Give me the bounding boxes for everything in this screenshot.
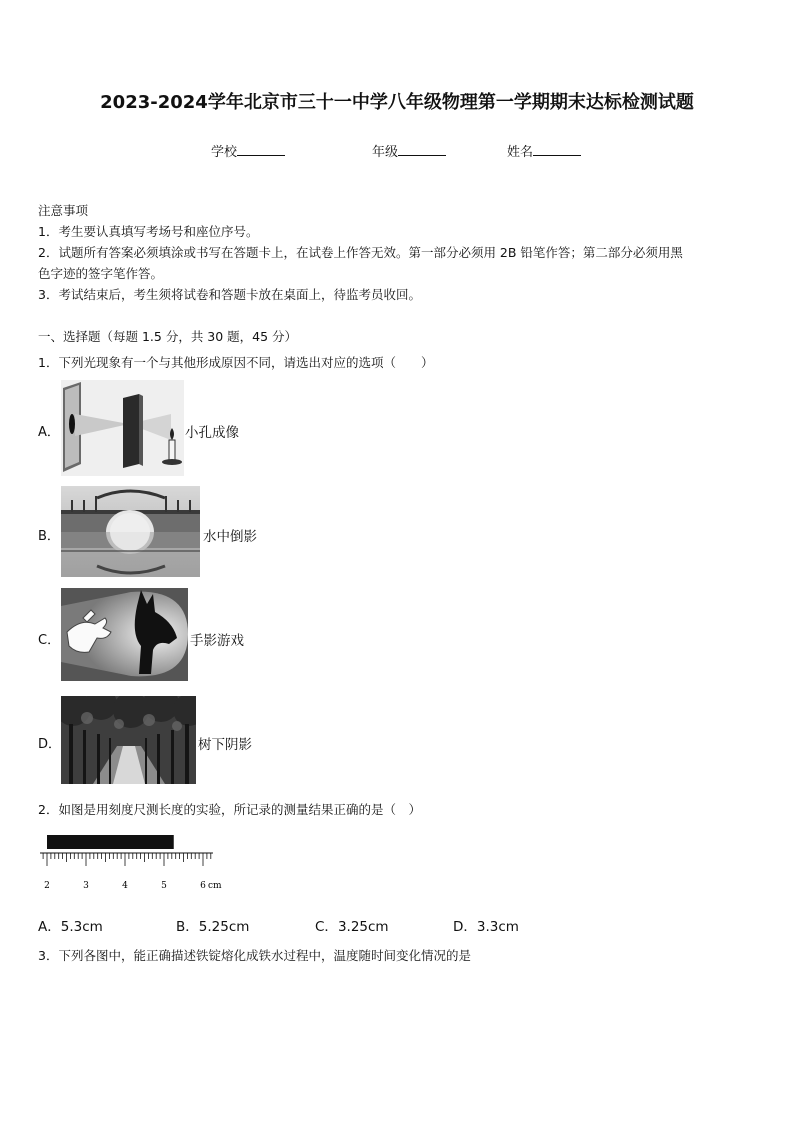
question-3-stem: 3．下列各图中，能正确描述铁锭熔化成铁水过程中，温度随时间变化情况的是 bbox=[38, 948, 471, 963]
q2-option-b bbox=[176, 915, 249, 935]
hand-shadow-drawing bbox=[61, 588, 188, 681]
grade-field bbox=[372, 141, 446, 160]
ruler-unit: cm bbox=[208, 881, 222, 891]
q2-option-d-letter: D． bbox=[453, 919, 477, 935]
q1-option-b-letter: B． bbox=[38, 529, 60, 544]
tree-shade-image bbox=[61, 696, 196, 784]
bridge-drawing bbox=[61, 486, 200, 577]
school-blank bbox=[237, 143, 285, 156]
ruler-tick-label: 3 bbox=[83, 881, 89, 891]
hand-shadow-image bbox=[61, 588, 188, 681]
notice-item-3: 3．考试结束后，考生须将试卷和答题卡放在桌面上，待监考员收回。 bbox=[38, 287, 421, 302]
q2-option-d bbox=[453, 915, 519, 935]
tree-shade-drawing bbox=[61, 696, 196, 784]
pinhole-drawing bbox=[61, 380, 184, 476]
ruler-tick-label: 5 bbox=[161, 881, 167, 891]
notice-heading: 注意事项 bbox=[38, 203, 89, 218]
measured-object bbox=[47, 835, 174, 849]
name-label: 姓名 bbox=[507, 145, 534, 160]
notice-item-2: 2．试题所有答案必须填涂或书写在答题卡上，在试卷上作答无效。第一部分必须用 2B 铅笔作答；第二部分必须用黑 bbox=[38, 245, 683, 260]
grade-blank bbox=[398, 143, 446, 156]
bridge-reflection-image bbox=[61, 486, 200, 577]
ruler-tick-label: 4 bbox=[122, 881, 128, 891]
ruler-figure bbox=[38, 833, 228, 893]
notice-item-1: 1．考生要认真填写考场号和座位序号。 bbox=[38, 224, 259, 239]
q1-option-c-caption: 手影游戏 bbox=[190, 633, 244, 649]
ruler-tick-label: 2 bbox=[44, 881, 50, 891]
q2-option-b-letter: B． bbox=[176, 919, 199, 935]
school-label: 学校 bbox=[211, 145, 238, 160]
grade-label: 年级 bbox=[372, 145, 399, 160]
q1-option-a-letter: A． bbox=[38, 425, 60, 440]
ruler-tick-label: 6 bbox=[200, 881, 206, 891]
page-title: 2023-2024学年北京市三十一中学八年级物理第一学期期末达标检测试题 bbox=[100, 92, 694, 113]
q2-option-a-value: 5.3cm bbox=[60, 919, 103, 935]
q2-option-c bbox=[315, 915, 389, 935]
q2-option-b-value: 5.25cm bbox=[198, 919, 250, 935]
q2-option-d-value: 3.3cm bbox=[476, 919, 519, 935]
q2-option-c-letter: C． bbox=[315, 919, 338, 935]
q2-option-a-letter: A． bbox=[38, 919, 61, 935]
name-blank bbox=[533, 143, 581, 156]
q2-option-c-value: 3.25cm bbox=[337, 919, 389, 935]
q1-option-b-caption: 水中倒影 bbox=[203, 529, 257, 545]
q1-option-c-letter: C． bbox=[38, 633, 61, 648]
q1-option-a-caption: 小孔成像 bbox=[185, 425, 239, 441]
name-field bbox=[507, 141, 581, 160]
ruler-labels bbox=[44, 881, 206, 891]
school-field bbox=[211, 141, 285, 160]
q1-option-d-letter: D． bbox=[38, 737, 62, 752]
q2-option-a bbox=[38, 915, 103, 935]
question-2-stem: 2．如图是用刻度尺测长度的实验，所记录的测量结果正确的是（ ） bbox=[38, 802, 421, 817]
ruler-ticks bbox=[43, 853, 211, 866]
pinhole-image bbox=[61, 380, 184, 476]
section-heading: 一、选择题（每题 1.5 分，共 30 题，45 分） bbox=[38, 329, 298, 344]
notice-item-2-cont: 色字迹的签字笔作答。 bbox=[38, 266, 164, 281]
q1-option-d-caption: 树下阴影 bbox=[198, 737, 252, 753]
question-1-stem: 1．下列光现象有一个与其他形成原因不同，请选出对应的选项（ ） bbox=[38, 355, 434, 370]
ruler-drawing bbox=[38, 833, 228, 893]
